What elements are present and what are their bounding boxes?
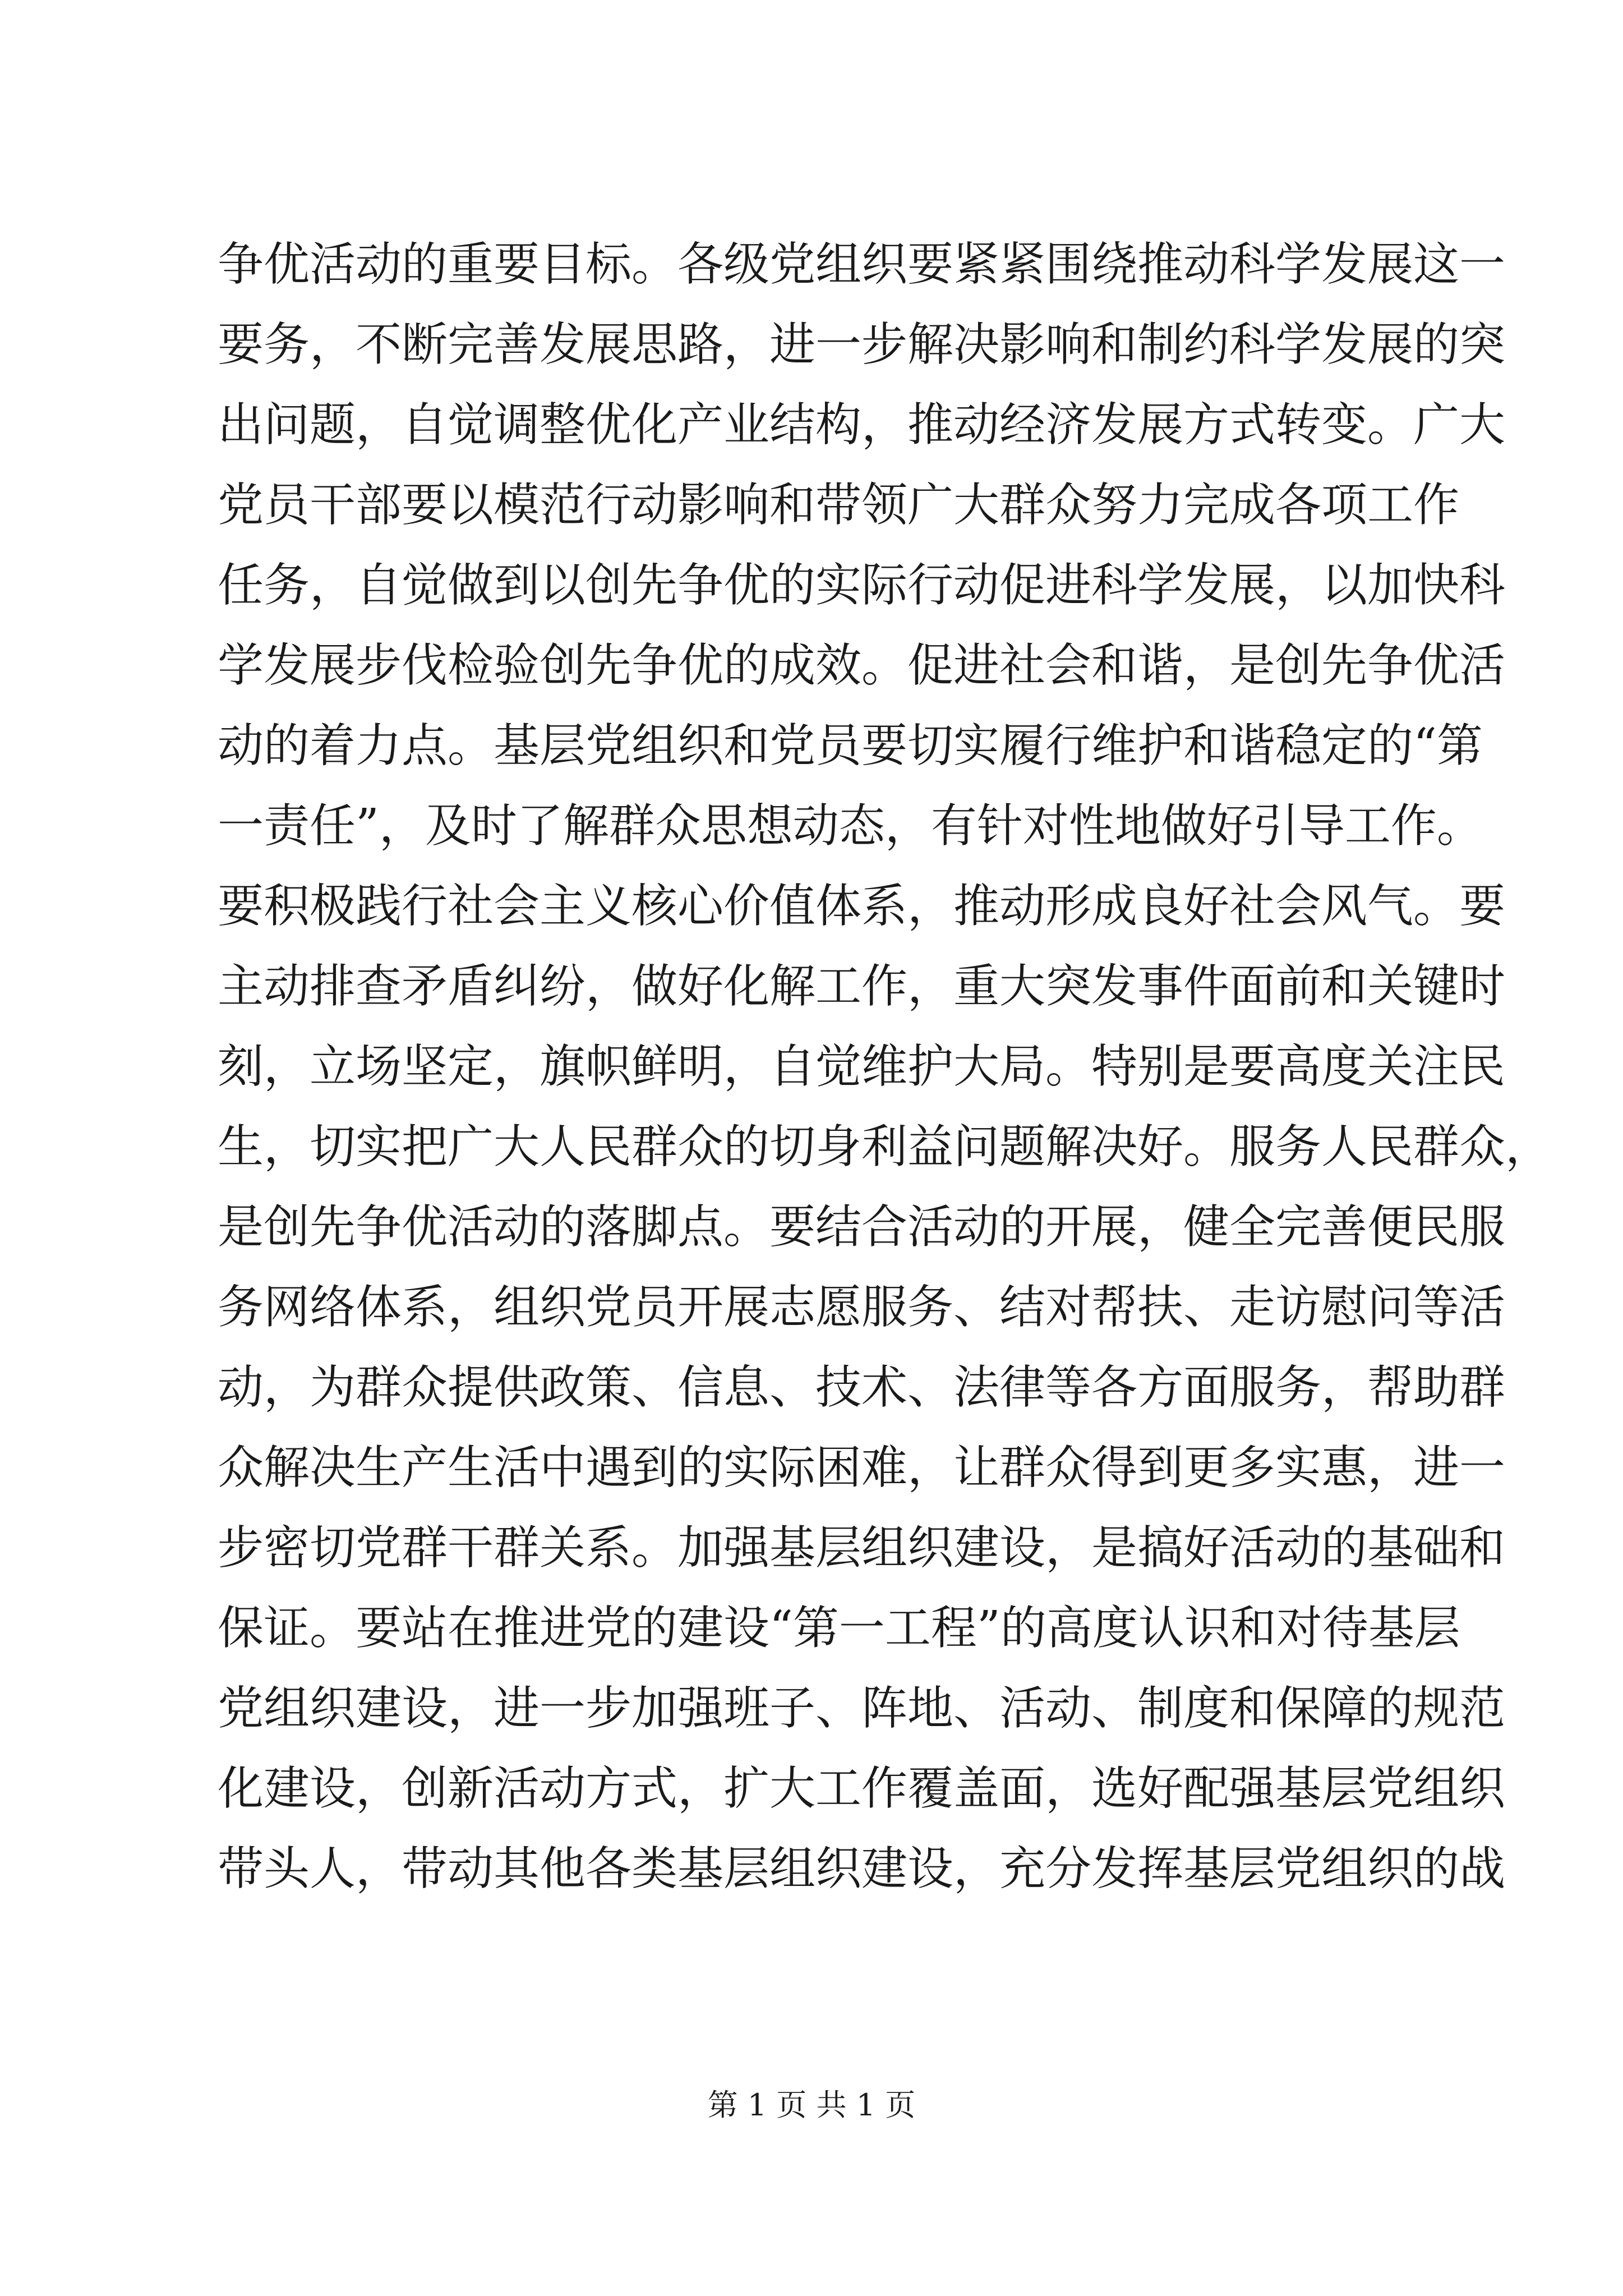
- text-line: 生，切实把广大人民群众的切身利益问题解决好。服务人民群众，: [218, 1120, 1552, 1174]
- text-line: 出问题，自觉调整优化产业结构，推动经济发展方式转变。广大: [218, 398, 1506, 452]
- text-line: 任务，自觉做到以创先争优的实际行动促进科学发展，以加快科: [218, 559, 1506, 612]
- text-line: 要积极践行社会主义核心价值体系，推动形成良好社会风气。要: [218, 880, 1506, 933]
- text-line: 争优活动的重要目标。各级党组织要紧紧围绕推动科学发展这一: [218, 238, 1506, 291]
- text-line: 刻，立场坚定，旗帜鲜明，自觉维护大局。特别是要高度关注民: [218, 1040, 1506, 1093]
- text-line: 主动排查矛盾纠纷，做好化解工作，重大突发事件面前和关键时: [218, 960, 1506, 1013]
- text-line: 保证。要站在推进党的建设“第一工程”的高度认识和对待基层: [218, 1602, 1460, 1655]
- text-line: 学发展步伐检验创先争优的成效。促进社会和谐，是创先争优活: [218, 639, 1506, 692]
- text-line: 党员干部要以模范行动影响和带领广大群众努力完成各项工作: [218, 478, 1460, 532]
- text-line: 党组织建设，进一步加强班子、阵地、活动、制度和保障的规范: [218, 1682, 1506, 1735]
- text-line: 一责任”，及时了解群众思想动态，有针对性地做好引导工作。: [218, 799, 1483, 853]
- page-number-footer: 第 1 页 共 1 页: [707, 2087, 916, 2123]
- body-paragraph: [218, 224, 1552, 1909]
- text-line: 是创先争优活动的落脚点。要结合活动的开展，健全完善便民服: [218, 1200, 1506, 1254]
- text-line: 化建设，创新活动方式，扩大工作覆盖面，选好配强基层党组织: [218, 1762, 1506, 1815]
- text-line: 动，为群众提供政策、信息、技术、法律等各方面服务，帮助群: [218, 1361, 1506, 1414]
- text-line: 带头人，带动其他各类基层组织建设，充分发挥基层党组织的战: [218, 1842, 1506, 1895]
- text-line: 众解决生产生活中遇到的实际困难，让群众得到更多实惠，进一: [218, 1441, 1506, 1494]
- text-line: 要务，不断完善发展思路，进一步解决影响和制约科学发展的突: [218, 318, 1506, 371]
- text-line: 步密切党群干群关系。加强基层组织建设，是搞好活动的基础和: [218, 1521, 1506, 1575]
- text-line: 动的着力点。基层党组织和党员要切实履行维护和谐稳定的“第: [218, 719, 1483, 772]
- text-line: 务网络体系，组织党员开展志愿服务、结对帮扶、走访慰问等活: [218, 1281, 1506, 1334]
